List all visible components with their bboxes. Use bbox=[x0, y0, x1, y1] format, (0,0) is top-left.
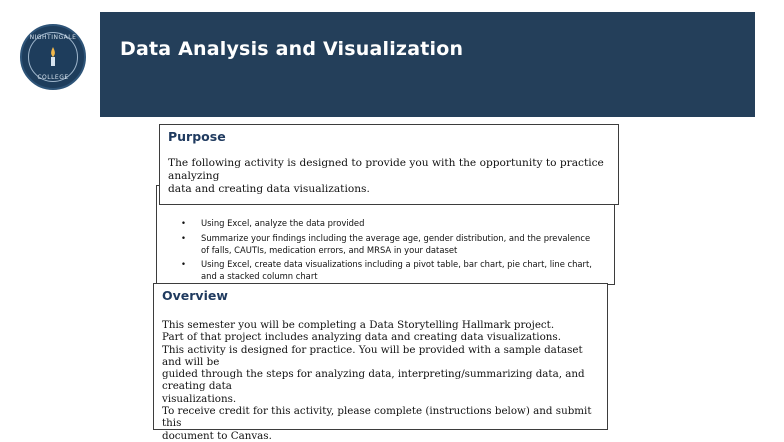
overview-line: visualizations. bbox=[162, 392, 237, 405]
page-title: Data Analysis and Visualization bbox=[120, 38, 464, 60]
overview-box bbox=[153, 283, 608, 442]
overview-line: guided through the steps for analyzing data, interpreting/summarizing data, and creating data bbox=[162, 368, 585, 393]
bullet-icon: • bbox=[181, 259, 186, 269]
header-bar bbox=[100, 12, 755, 117]
list-item bbox=[171, 232, 611, 256]
overview-heading: Overview bbox=[162, 288, 228, 303]
overview-line: This semester you will be completing a Data Storytelling Hallmark project. bbox=[162, 319, 555, 331]
bullet-icon: • bbox=[181, 218, 186, 228]
logo-top-text: NIGHTINGALE bbox=[29, 34, 77, 41]
logo-area bbox=[0, 0, 100, 117]
step-text: Using Excel, analyze the data provided bbox=[201, 218, 365, 228]
step-text-continued: and a stacked column chart bbox=[201, 271, 318, 281]
purpose-heading: Purpose bbox=[168, 129, 226, 144]
lamp-icon bbox=[47, 46, 59, 68]
step-text: Using Excel, create data visualizations including a pivot table, bar chart, pie chart, line chart, bbox=[201, 259, 592, 269]
overview-text bbox=[162, 319, 602, 442]
overview-line: Part of that project includes analyzing data and creating data visualizations. bbox=[162, 331, 561, 344]
purpose-line: The following activity is designed to provide you with the opportunity to practice analyzing bbox=[168, 157, 604, 182]
step-text: Summarize your findings including the average age, gender distribution, and the prevalence bbox=[201, 232, 591, 243]
purpose-text bbox=[168, 157, 612, 196]
purpose-line: data and creating data visualizations. bbox=[168, 183, 370, 195]
bullet-icon: • bbox=[181, 232, 186, 243]
college-logo bbox=[20, 24, 86, 90]
overview-line: This activity is designed for practice. You will be provided with a sample dataset and will be bbox=[162, 343, 583, 368]
steps-list bbox=[171, 217, 611, 285]
overview-line: document to Canvas. bbox=[162, 429, 272, 442]
purpose-box bbox=[159, 124, 619, 205]
list-item bbox=[171, 217, 611, 229]
logo-bottom-text: COLLEGE bbox=[37, 74, 69, 81]
step-text-continued: of falls, CAUTIs, medication errors, and MRSA in your dataset bbox=[201, 244, 458, 255]
overview-line: To receive credit for this activity, please complete (instructions below) and submit this bbox=[162, 405, 592, 430]
list-item bbox=[171, 258, 611, 282]
